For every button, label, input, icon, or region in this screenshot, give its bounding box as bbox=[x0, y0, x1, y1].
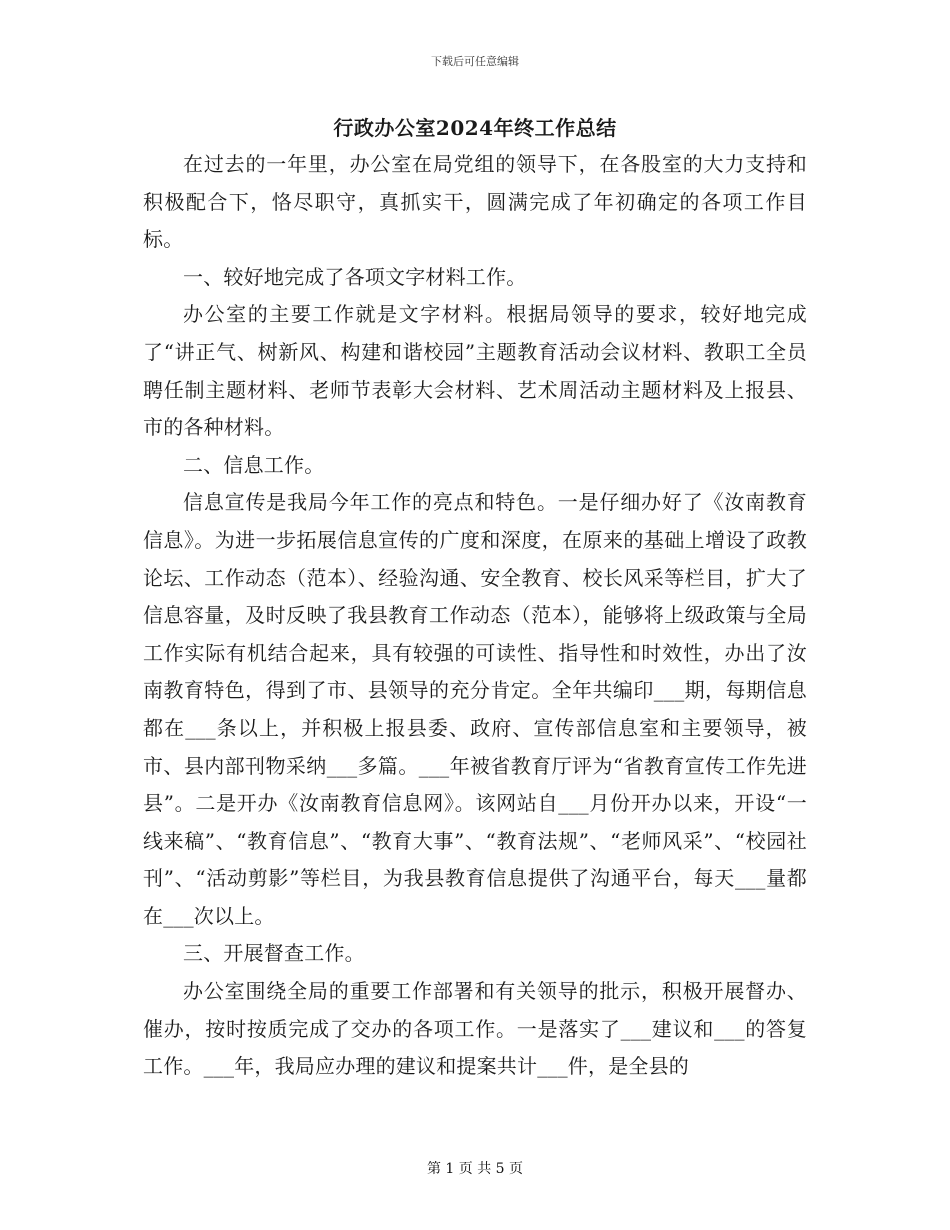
section-heading-information: 二、信息工作。 bbox=[183, 452, 325, 477]
header-note: 下载后可任意编辑 bbox=[431, 55, 519, 68]
paragraph-supervision: 办公室围绕全局的重要工作部署和有关领导的批示，积极开展督办、催办，按时按质完成了交办的各项工作。一是落实了___建议和___的答复工作。___年，我局应办理的建议和提案共计___件，是全县的 bbox=[143, 979, 807, 1079]
paragraph-intro: 在过去的一年里，办公室在局党组的领导下，在各股室的大力支持和积极配合下，恪尽职守，真抓实干，圆满完成了年初确定的各项工作目标。 bbox=[143, 152, 807, 252]
document-body bbox=[143, 146, 807, 1086]
page-footer: 第 1 页 共 5 页 bbox=[426, 1161, 524, 1177]
paragraph-information: 信息宣传是我局今年工作的亮点和特色。一是仔细办好了《汝南教育信息》。为进一步拓展信息宣传的广度和深度，在原来的基础上增设了政教论坛、工作动态（范本）、经验沟通、安全教育、校长风采等栏目，扩大了信息容量，及时反映了我县教育工作动态（范本），能够将上级政策与全局工作实际有机结合起来，具有较强的可读性、指导性和时效性，办出了汝南教育特色，得到了市、县领导的充分肯定。全年共编印___期，每期信息都在___条以上，并积极上报县委、政府、宣传部信息室和主要领导，被市、县内部刊物采纳___多篇。___年被省教育厅评为“省教育宣传工作先进县”。二是开办《汝南教育信息网》。该网站自___月份开办以来，开设“一线来稿”、“教育信息”、“教育大事”、“教育法规”、“老师风采”、“校园社刊”、“活动剪影”等栏目，为我县教育信息提供了沟通平台，每天___量都在___次以上。 bbox=[143, 490, 807, 928]
document-title: 行政办公室2024年终工作总结 bbox=[333, 116, 617, 140]
section-heading-materials: 一、较好地完成了各项文字材料工作。 bbox=[183, 264, 527, 289]
section-heading-supervision: 三、开展督查工作。 bbox=[183, 941, 365, 966]
paragraph-materials: 办公室的主要工作就是文字材料。根据局领导的要求，较好地完成了“讲正气、树新风、构建和谐校园”主题教育活动会议材料、教职工全员聘任制主题材料、老师节表彰大会材料、艺术周活动主题材料及上报县、市的各种材料。 bbox=[143, 302, 807, 440]
